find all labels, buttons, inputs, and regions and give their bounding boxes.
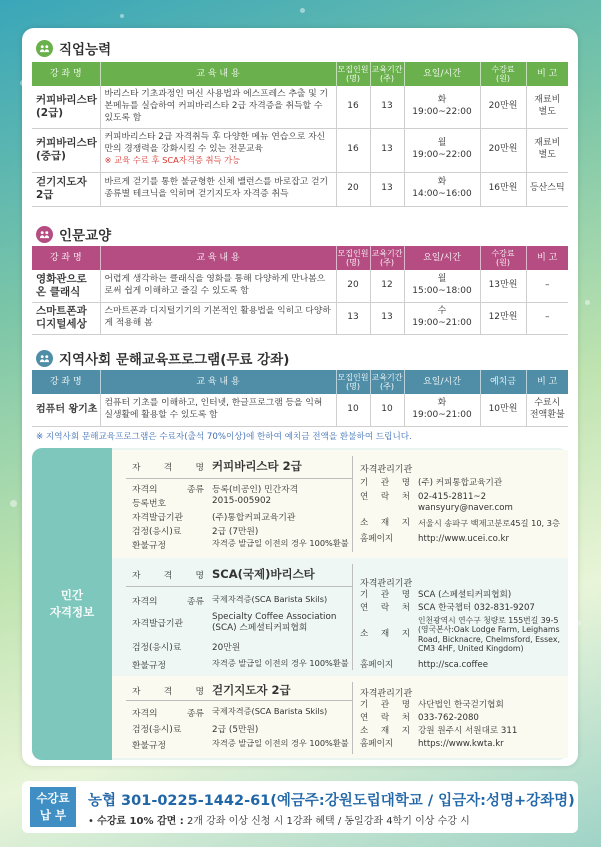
discount-note: • 수강료 10% 감면 : 2개 강좌 이상 신청 시 1강좌 혜택 / 동일강좌 4학기 이상 수강 시: [88, 816, 470, 827]
people-icon: [36, 40, 53, 57]
license-info: [32, 448, 568, 760]
license-block-walking: 자 격 명 걷기지도자 2급 자격의 종류 국제자격증(SCA Barista Skils) 검정(응시)료 2급 (5만원) 환불규정 자격증 발급일 이전의 경우 100%환불 자격관리기관 기 관 명 사단법인 한국걷기협회 연 락 처 033-762-2080 소 재 지 강원 원주시 서원대로 311 홈페이지 https://www.kwta.kr: [112, 676, 568, 758]
header-capacity: 모집인원 (명): [336, 62, 370, 86]
people-icon: [36, 226, 53, 243]
table-row: 컴퓨터 왕기초 컴퓨터 기초를 이해하고, 인터넷, 한글프로그램 등을 익혀 실생활에 활용할 수 있도록 함 10 10 화 19:00~21:00 10만원 수료시 전액환불: [32, 394, 568, 426]
header-content: 교 육 내 용: [100, 62, 336, 86]
table-row: 커피바리스타 (중급) 커피바리스타 2급 자격취득 후 다양한 메뉴 연습으로 자신만의 경쟁력을 강화시킬 수 있는 전문교육 ※ 교육 수료 후 SCA자격증 취득 가능 16 13 월 19:00~22:00 20만원 재료비 별도: [32, 128, 568, 172]
header-period: 교육기간 (주): [370, 62, 404, 86]
humanities-table: [32, 246, 568, 335]
table-header: [32, 62, 568, 86]
section-title-job: 직업능력: [36, 38, 111, 58]
header-schedule: 요일/시간: [404, 62, 480, 86]
section-title-humanities: 인문교양: [36, 224, 111, 244]
header-note: 비 고: [526, 62, 568, 86]
table-row: 커피바리스타 (2급) 바리스타 기초과정인 머신 사용법과 에스프레스 추출 및 기본메뉴를 실습하여 커피바리스타 2급 자격증을 취득할 수 있도록 함 16 13 화 19:00~22:00 20만원 재료비 별도: [32, 86, 568, 128]
license-block-sca: 자 격 명 SCA(국제)바리스타 자격의 종류 국제자격증(SCA Barista Skils) 자격발급기관 Specialty Coffee Association (SCA) 스페셜티커피협회 검정(응시)료 20만원 환불규정 자격증 발급일 이전의 경우 100%환불 자격관리기관 기 관 명 SCA (스페셜티커피협회) 연 락 처 SCA 한국챕터 032-831-9207 소 재 지 인천광역시 연수구 청량로 155번길 39-5 (영국본사:Oak Lodge Farm, Leighams Road, Bicknacre, Chelmsford, Essex, CM3 4HF, United Kingdom) 홈페이지 http://sca.coffee: [112, 558, 568, 676]
content-card: [22, 28, 578, 766]
table-row: 스마트폰과 디지털세상 스마트폰과 디지털기기의 기본적인 활용법을 익히고 다양하게 적용해 봄 13 13 수 19:00~21:00 12만원 –: [32, 302, 568, 334]
people-icon: [36, 350, 53, 367]
header-fee: 수강료 (원): [480, 62, 526, 86]
header-name: 강 좌 명: [32, 62, 100, 86]
job-table: [32, 62, 568, 207]
section-title-literacy: 지역사회 문해교육프로그램(무료 강좌): [36, 348, 289, 368]
license-block-coffee2: 자 격 명 커피바리스타 2급 자격의 종류 등록(비공인) 민간자격 등록번호 2015-005902 자격발급기관 (주)통합커피교육기관 검정(응시)료 2급 (7만원) 환불규정 자격증 발급일 이전의 경우 100%환불 자격관리기관 기 관 명 (주) 커피통합교육기관 연 락 처 02-415-2811~2 wansyury@naver.com 소 재 지 서울시 송파구 백제고분로45길 10, 3층 홈페이지 http://www.ucei.co.kr: [112, 450, 568, 558]
fee-payment-box: [22, 781, 578, 833]
fee-label: 수강료 납 부: [30, 787, 76, 827]
footnote: ※ 지역사회 문해교육프로그램은 수료자(출석 70%이상)에 한하여 예치금 전액을 환불하여 드립니다.: [36, 432, 412, 442]
license-label: 민간 자격정보: [32, 448, 112, 760]
literacy-table: [32, 370, 568, 427]
table-row: 걷기지도자 2급 바르게 걷기를 통한 불균형한 신체 밸런스를 바로잡고 걷기 종류별 테크닉을 익히며 걷기지도자 자격증 취득 20 13 화 14:00~16:00 16만원 등산스틱: [32, 172, 568, 206]
table-header: 강 좌 명 교 육 내 용 모집인원 (명) 교육기간 (주) 요일/시간 수강료 (원) 비 고: [32, 246, 568, 270]
table-row: 영화관으로 온 클래식 어렵게 생각하는 클래식을 영화를 통해 다양하게 만나봄으로써 쉽게 이해하고 즐길 수 있도록 함 20 12 월 15:00~18:00 13만원 –: [32, 270, 568, 302]
table-header: 강 좌 명 교 육 내 용 모집인원 (명) 교육기간 (주) 요일/시간 예치금 비 고: [32, 370, 568, 394]
bank-account: 농협 301-0225-1442-61(예금주:강원도립대학교 / 입금자:성명+강좌명): [88, 793, 575, 809]
